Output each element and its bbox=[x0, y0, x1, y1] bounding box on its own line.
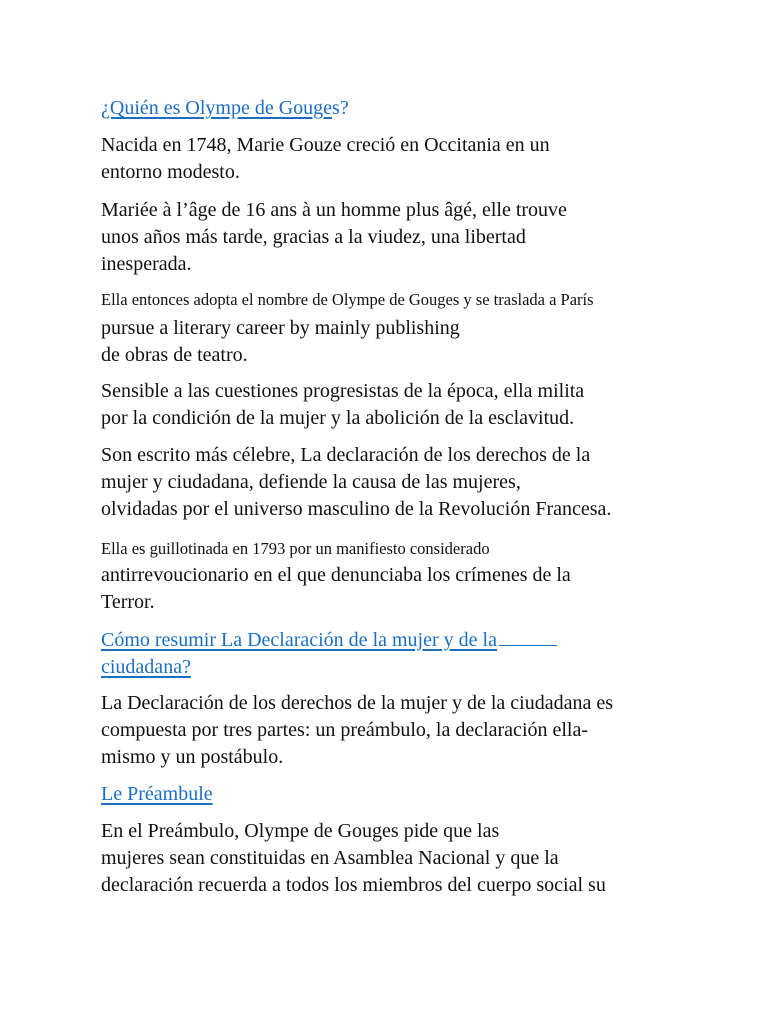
paragraph-line: unos años más tarde, gracias a la viudez, una libertad bbox=[101, 226, 526, 248]
paragraph-line: Nacida en 1748, Marie Gouze creció en Occitania en un bbox=[101, 134, 550, 156]
paragraph-line: entorno modesto. bbox=[101, 161, 240, 183]
heading-quien-es-olympe[interactable] bbox=[101, 95, 349, 121]
underline-extension bbox=[499, 628, 557, 646]
paragraph-line: por la condición de la mujer y la abolición de la esclavitud. bbox=[101, 407, 575, 429]
paragraph-line: pursue a literary career by mainly publishing bbox=[101, 317, 460, 339]
heading-link-suffix: s? bbox=[332, 97, 349, 119]
paragraph-line: En el Preámbulo, Olympe de Gouges pide que las bbox=[101, 820, 500, 842]
heading-link-text[interactable]: Le Préambule bbox=[101, 783, 213, 805]
paragraph-line: antirrevoucionario en el que denunciaba los crímenes de la bbox=[101, 564, 571, 586]
paragraph-line: declaración recuerda a todos los miembros del cuerpo social su bbox=[101, 874, 606, 896]
paragraph-line: mismo y un postábulo. bbox=[101, 746, 284, 768]
paragraph-line: Ella entonces adopta el nombre de Olympe de Gouges y se traslada a París bbox=[101, 290, 594, 309]
paragraph-line: La Declaración de los derechos de la mujer y de la ciudadana es bbox=[101, 692, 613, 714]
heading-como-resumir-line2[interactable] bbox=[101, 654, 191, 680]
heading-link-text[interactable]: ciudadana? bbox=[101, 656, 191, 678]
heading-como-resumir[interactable] bbox=[101, 627, 557, 653]
paragraph-line: compuesta por tres partes: un preámbulo, la declaración ella- bbox=[101, 719, 589, 741]
paragraph-line: Terror. bbox=[101, 591, 155, 613]
paragraph-line: Ella es guillotinada en 1793 por un manifiesto considerado bbox=[101, 539, 490, 558]
paragraph-line: Son escrito más célebre, La declaración de los derechos de la bbox=[101, 444, 591, 466]
paragraph-line: inesperada. bbox=[101, 253, 192, 275]
paragraph-line: mujer y ciudadana, defiende la causa de las mujeres, bbox=[101, 471, 521, 493]
heading-link-text[interactable]: ¿Quién es Olympe de Gouge bbox=[101, 97, 333, 119]
paragraph-line: Sensible a las cuestiones progresistas de la época, ella milita bbox=[101, 380, 585, 402]
heading-link-text[interactable]: Cómo resumir La Declaración de la mujer y de la bbox=[101, 629, 497, 651]
paragraph-line: Mariée à l’âge de 16 ans à un homme plus âgé, elle trouve bbox=[101, 199, 567, 221]
paragraph-line: de obras de teatro. bbox=[101, 344, 248, 366]
paragraph-line: olvidadas por el universo masculino de la Revolución Francesa. bbox=[101, 498, 612, 520]
paragraph-line: mujeres sean constituidas en Asamblea Nacional y que la bbox=[101, 847, 559, 869]
heading-le-preambule[interactable] bbox=[101, 781, 213, 807]
